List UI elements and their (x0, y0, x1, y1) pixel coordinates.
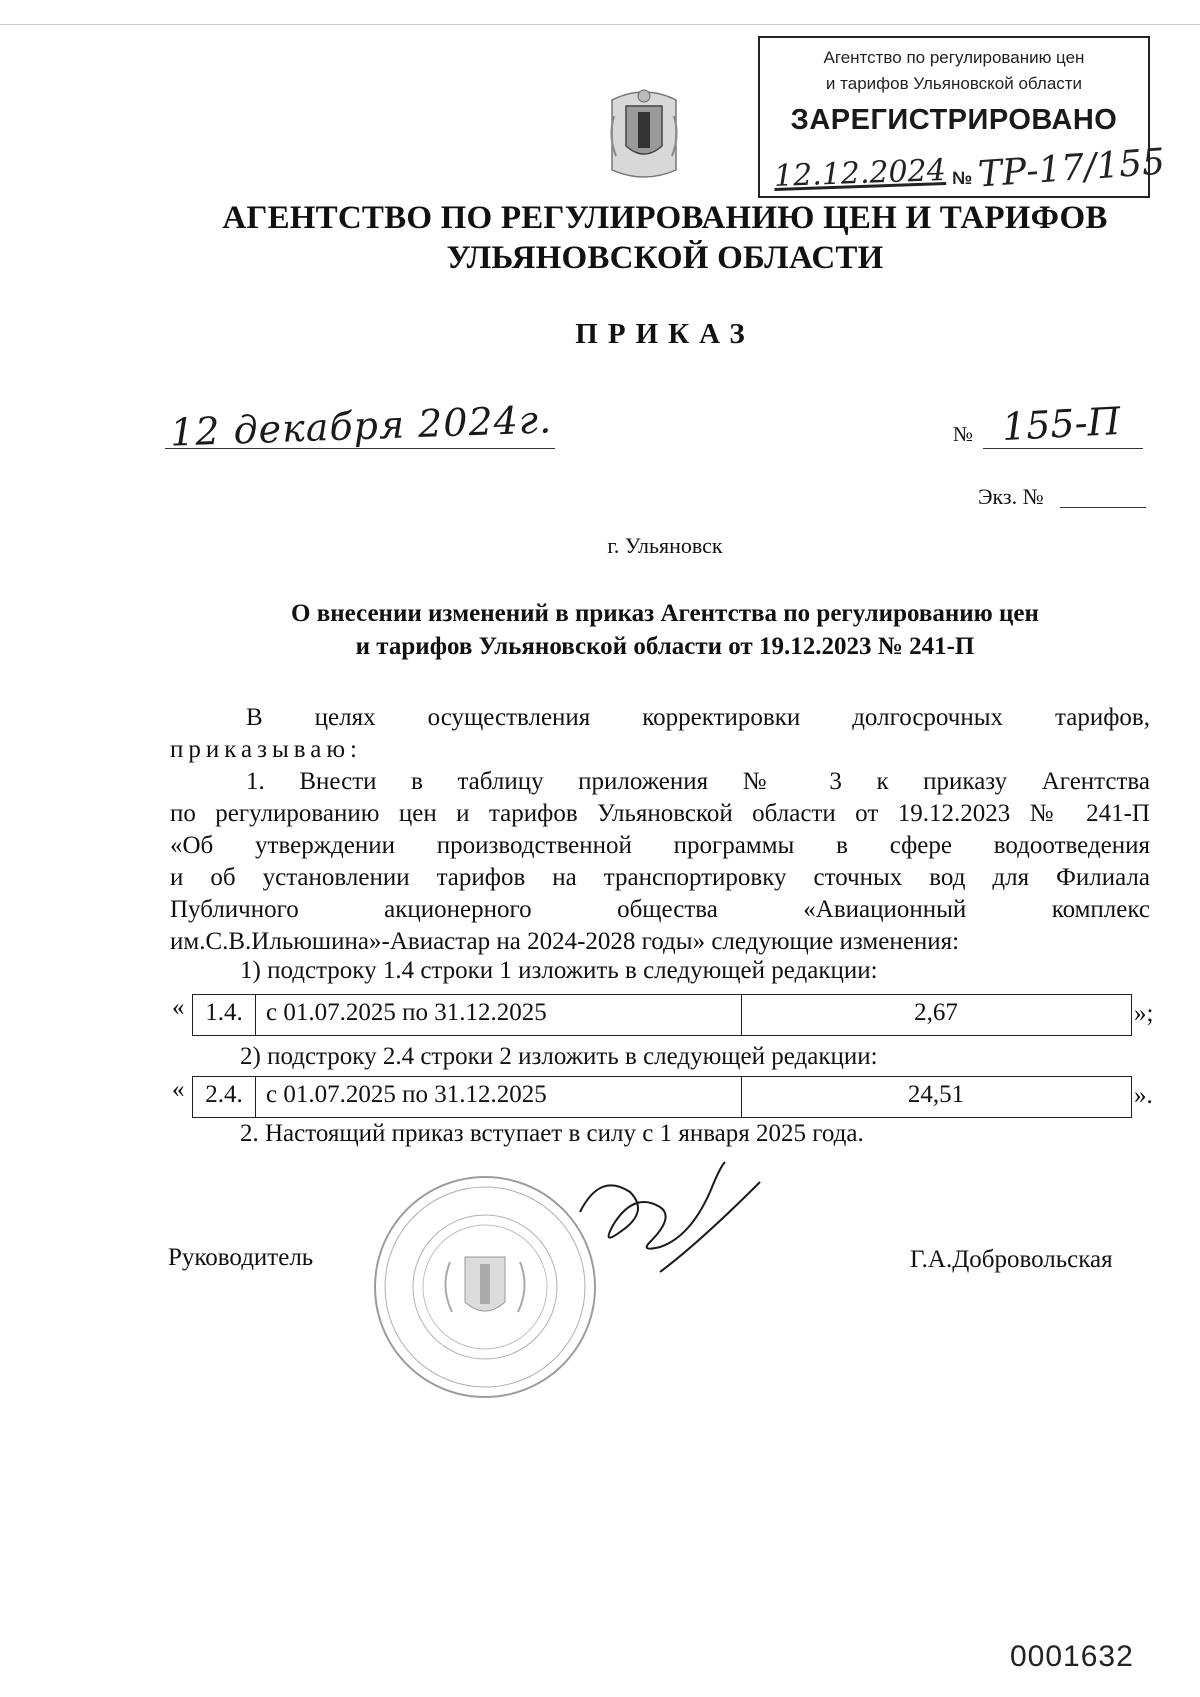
scan-top-edge (0, 24, 1200, 25)
coat-of-arms-icon (604, 86, 684, 182)
table2-period: с 01.07.2025 по 31.12.2025 (256, 1077, 742, 1117)
point1-line2: по регулированию цен и тарифов Ульяновской области от 19.12.2023 № 241-П (170, 800, 1150, 827)
table2-row (192, 1076, 1132, 1118)
subpoint2: 2) подстроку 2.4 строки 2 изложить в следующей редакции: (240, 1043, 878, 1070)
point1-line6: им.С.В.Ильюшина»-Авиастар на 2024-2028 годы» следующие изменения: (170, 928, 960, 955)
table2-open-quote: « (172, 1076, 185, 1103)
document-serial-number: 0001632 (1010, 1640, 1134, 1673)
table2-value: 24,51 (907, 1081, 965, 1108)
table1-row (192, 994, 1132, 1036)
signatory-name: Г.А.Добровольская (910, 1246, 1113, 1273)
number-underline (983, 448, 1143, 449)
intro-line2: приказываю: (170, 736, 362, 763)
table1-code: 1.4. (193, 995, 256, 1035)
registration-number: ТР-17/155 (976, 141, 1167, 196)
table1-close-quote: »; (1134, 1000, 1154, 1027)
registration-stamp-line1: Агентство по регулированию цен (823, 48, 1085, 67)
subject-line2: и тарифов Ульяновской области от 19.12.2023 № 241-П (355, 633, 975, 660)
point1-line1: 1. Внести в таблицу приложения № 3 к приказу Агентства (246, 768, 1150, 795)
document-type: ПРИКАЗ (575, 318, 755, 350)
point1-line3: «Об утверждении производственной программы в сфере водоотведения (170, 832, 1150, 859)
table2-code: 2.4. (193, 1077, 256, 1117)
agency-title-line2: УЛЬЯНОВСКОЙ ОБЛАСТИ (446, 240, 884, 276)
agency-title-line1: АГЕНТСТВО ПО РЕГУЛИРОВАНИЮ ЦЕН И ТАРИФОВ (222, 200, 1108, 236)
table1-open-quote: « (172, 994, 185, 1021)
registration-status: ЗАРЕГИСТРИРОВАНО (790, 104, 1118, 136)
city: г. Ульяновск (607, 533, 723, 558)
copy-number-underline (1060, 507, 1146, 508)
registration-date: 12.12.2024 (773, 153, 947, 194)
registration-stamp (758, 36, 1167, 198)
point1-line5: Публичного акционерного общества «Авиационный комплекс (170, 896, 1150, 923)
point1-paragraph (170, 766, 1150, 958)
intro-line1: В целях осуществления корректировки долгосрочных тарифов, (246, 704, 1150, 731)
subject-line1: О внесении изменений в приказ Агентства по регулированию цен (291, 600, 1039, 627)
table1-value: 2,67 (914, 999, 958, 1026)
order-number-handwritten: 155-П (1000, 398, 1122, 450)
date-underline (165, 448, 555, 449)
registration-stamp-line2: и тарифов Ульяновской области (825, 74, 1083, 93)
signature-icon (560, 1152, 780, 1302)
subpoint1: 1) подстроку 1.4 строки 1 изложить в следующей редакции: (240, 957, 878, 984)
table2-close-quote: ». (1134, 1082, 1153, 1109)
table1-period: с 01.07.2025 по 31.12.2025 (256, 995, 742, 1035)
point2: 2. Настоящий приказ вступает в силу с 1 января 2025 года. (240, 1120, 864, 1147)
intro-paragraph (170, 702, 1150, 766)
copy-number-label: Экз. № (978, 484, 1044, 509)
point1-line4: и об установлении тарифов на транспортировку сточных вод для Филиала (170, 864, 1150, 891)
order-date-handwritten: 12 декабря 2024г. (169, 397, 553, 455)
order-number-label: № (953, 422, 974, 446)
registration-number-label: № (952, 168, 973, 188)
signatory-role: Руководитель (168, 1244, 314, 1271)
